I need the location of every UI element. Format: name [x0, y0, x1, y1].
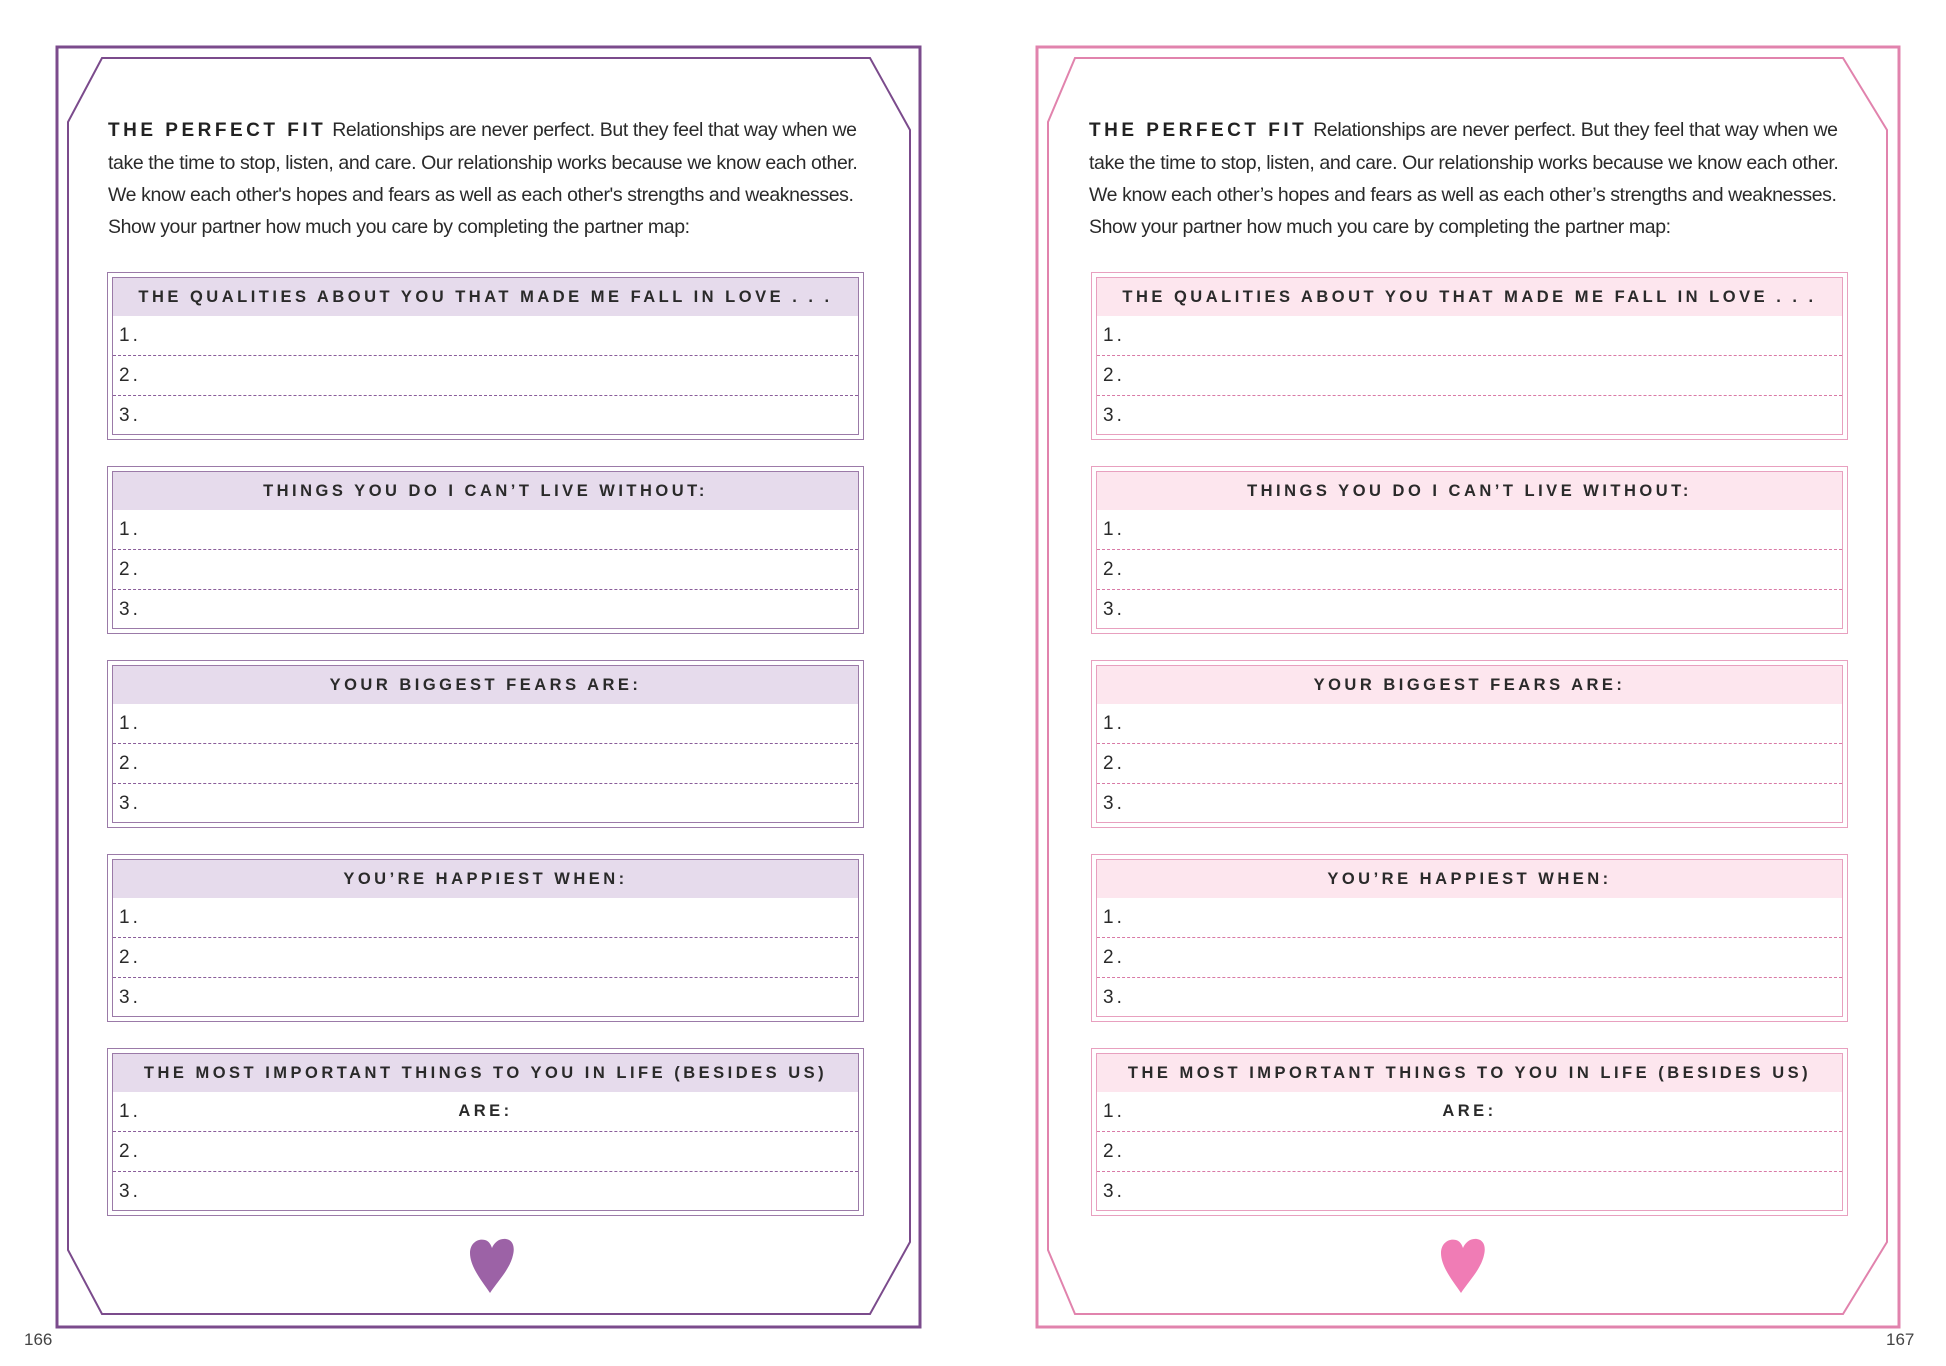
answer-line[interactable]: 3. [1103, 405, 1125, 426]
section-inner [112, 665, 859, 823]
section-title: YOU’RE HAPPIEST WHEN: [113, 860, 858, 898]
section-important [1091, 1048, 1848, 1216]
intro-text: Relationships are never perfect. But they feel that way when we take the time to stop, listen, and care. Our relationship works because we know each other. We know each other's hopes and fears as well as each other's strengths and weaknesses. Show your partner how much you care by completing the partner map: [108, 119, 858, 238]
section-title: YOU’RE HAPPIEST WHEN: [1097, 860, 1842, 898]
answer-line[interactable]: 2. [113, 1132, 858, 1172]
answer-line[interactable]: 3. [1103, 987, 1125, 1008]
section-qualities [107, 272, 864, 440]
section-title: THINGS YOU DO I CAN’T LIVE WITHOUT: [113, 472, 858, 510]
answer-line[interactable]: 3. [1103, 599, 1125, 620]
section-fears [1091, 660, 1848, 828]
section-title: THE QUALITIES ABOUT YOU THAT MADE ME FALL IN LOVE . . . [113, 278, 858, 316]
section-inner [1096, 471, 1843, 629]
intro-text: Relationships are never perfect. But they feel that way when we take the time to stop, listen, and care. Our relationship works because we know each other. We know each other’s hopes and fears as well as each other’s strengths and weaknesses. Show your partner how much you care by completing the partner map: [1089, 119, 1839, 238]
answer-line[interactable]: 2. [1097, 744, 1842, 784]
intro-lead: THE PERFECT FIT [1089, 120, 1308, 141]
answer-line[interactable]: 3. [119, 599, 141, 620]
answer-line[interactable]: 1. [1097, 1092, 1842, 1132]
section-things [107, 466, 864, 634]
answer-line[interactable]: 1. [1097, 316, 1842, 356]
answer-line[interactable]: 2. [1097, 938, 1842, 978]
answer-line[interactable]: 3. [1103, 793, 1125, 814]
heart-icon [1439, 1237, 1487, 1295]
section-inner [1096, 277, 1843, 435]
section-inner [112, 277, 859, 435]
section-things [1091, 466, 1848, 634]
section-inner [1096, 859, 1843, 1017]
answer-line[interactable]: 3. [119, 987, 141, 1008]
section-inner [112, 471, 859, 629]
answer-line[interactable]: 2. [1097, 550, 1842, 590]
intro-lead: THE PERFECT FIT [108, 120, 327, 141]
section-title: THE QUALITIES ABOUT YOU THAT MADE ME FALL IN LOVE . . . [1097, 278, 1842, 316]
section-inner [1096, 665, 1843, 823]
answer-line[interactable]: 1. [113, 316, 858, 356]
page-right [973, 0, 1946, 1366]
section-inner [1096, 1053, 1843, 1211]
answer-line[interactable]: 1. [113, 898, 858, 938]
answer-line[interactable]: 3. [1103, 1181, 1125, 1202]
section-title: YOUR BIGGEST FEARS ARE: [113, 666, 858, 704]
answer-line[interactable]: 1. [113, 704, 858, 744]
heart-icon [468, 1237, 516, 1295]
answer-line[interactable]: 2. [1097, 1132, 1842, 1172]
section-title: YOUR BIGGEST FEARS ARE: [1097, 666, 1842, 704]
answer-line[interactable]: 1. [113, 510, 858, 550]
answer-line[interactable]: 2. [1097, 356, 1842, 396]
answer-line[interactable]: 3. [119, 1181, 141, 1202]
intro-paragraph [108, 114, 868, 243]
answer-line[interactable]: 2. [113, 744, 858, 784]
answer-line[interactable]: 1. [113, 1092, 858, 1132]
section-happiest [1091, 854, 1848, 1022]
answer-line[interactable]: 2. [113, 938, 858, 978]
answer-line[interactable]: 3. [119, 405, 141, 426]
answer-line[interactable]: 1. [1097, 898, 1842, 938]
page-number: 167 [1886, 1330, 1915, 1349]
section-happiest [107, 854, 864, 1022]
section-qualities [1091, 272, 1848, 440]
section-inner [112, 859, 859, 1017]
answer-line[interactable]: 3. [119, 793, 141, 814]
section-title: THE MOST IMPORTANT THINGS TO YOU IN LIFE (BESIDES US) ARE: [113, 1054, 858, 1092]
section-title: THINGS YOU DO I CAN’T LIVE WITHOUT: [1097, 472, 1842, 510]
section-inner [112, 1053, 859, 1211]
section-important [107, 1048, 864, 1216]
answer-line[interactable]: 1. [1097, 510, 1842, 550]
answer-line[interactable]: 2. [113, 550, 858, 590]
answer-line[interactable]: 1. [1097, 704, 1842, 744]
section-title: THE MOST IMPORTANT THINGS TO YOU IN LIFE (BESIDES US) ARE: [1097, 1054, 1842, 1092]
section-fears [107, 660, 864, 828]
intro-paragraph [1089, 114, 1849, 243]
answer-line[interactable]: 2. [113, 356, 858, 396]
page-number: 166 [24, 1330, 53, 1349]
